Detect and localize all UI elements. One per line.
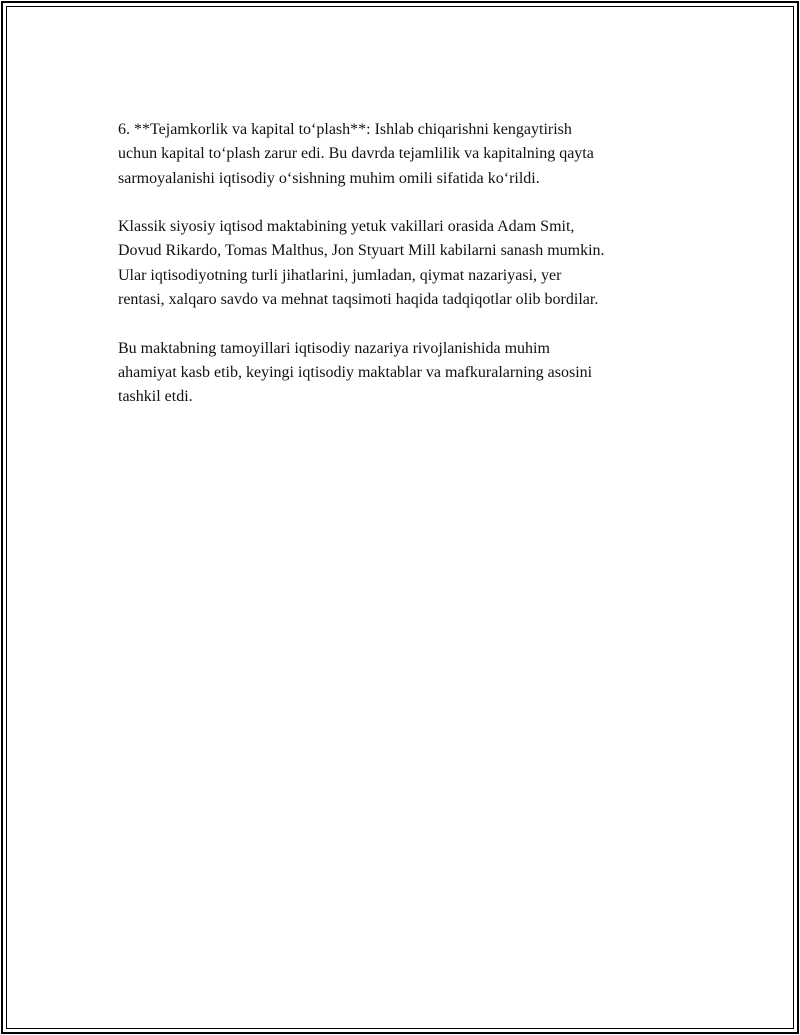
paragraph-school-principles: Bu maktabning tamoyillari iqtisodiy nazariya rivojlanishida muhim ahamiyat kasb etib, keyingi iqtisodiy maktablar va mafkuralarning asosini tashkil etdi.	[118, 339, 593, 406]
paragraph-classical-representatives: Klassik siyosiy iqtisod maktabining yetuk vakillari orasida Adam Smit, Dovud Rikardo, Tomas Malthus, Jon Styuart Mill kabilarni sanash mumkin. Ular iqtisodiyotning turli jihatlarini, jumladan, qiymat nazariyasi, yer rentasi, xalqaro savdo va mehnat taqsimoti haqida tadqiqotlar olib bordilar.	[118, 218, 605, 309]
paragraph-capital-accumulation: 6. **Tejamkorlik va kapital to‘plash**: Ishlab chiqarishni kengaytirish uchun kapital to‘plash zarur edi. Bu davrda tejamlilik va kapitalning qayta sarmoyalanishi iqtisodiy o‘sishning muhim omili sifatida ko‘rildi.	[118, 121, 594, 187]
document-body	[118, 118, 698, 434]
